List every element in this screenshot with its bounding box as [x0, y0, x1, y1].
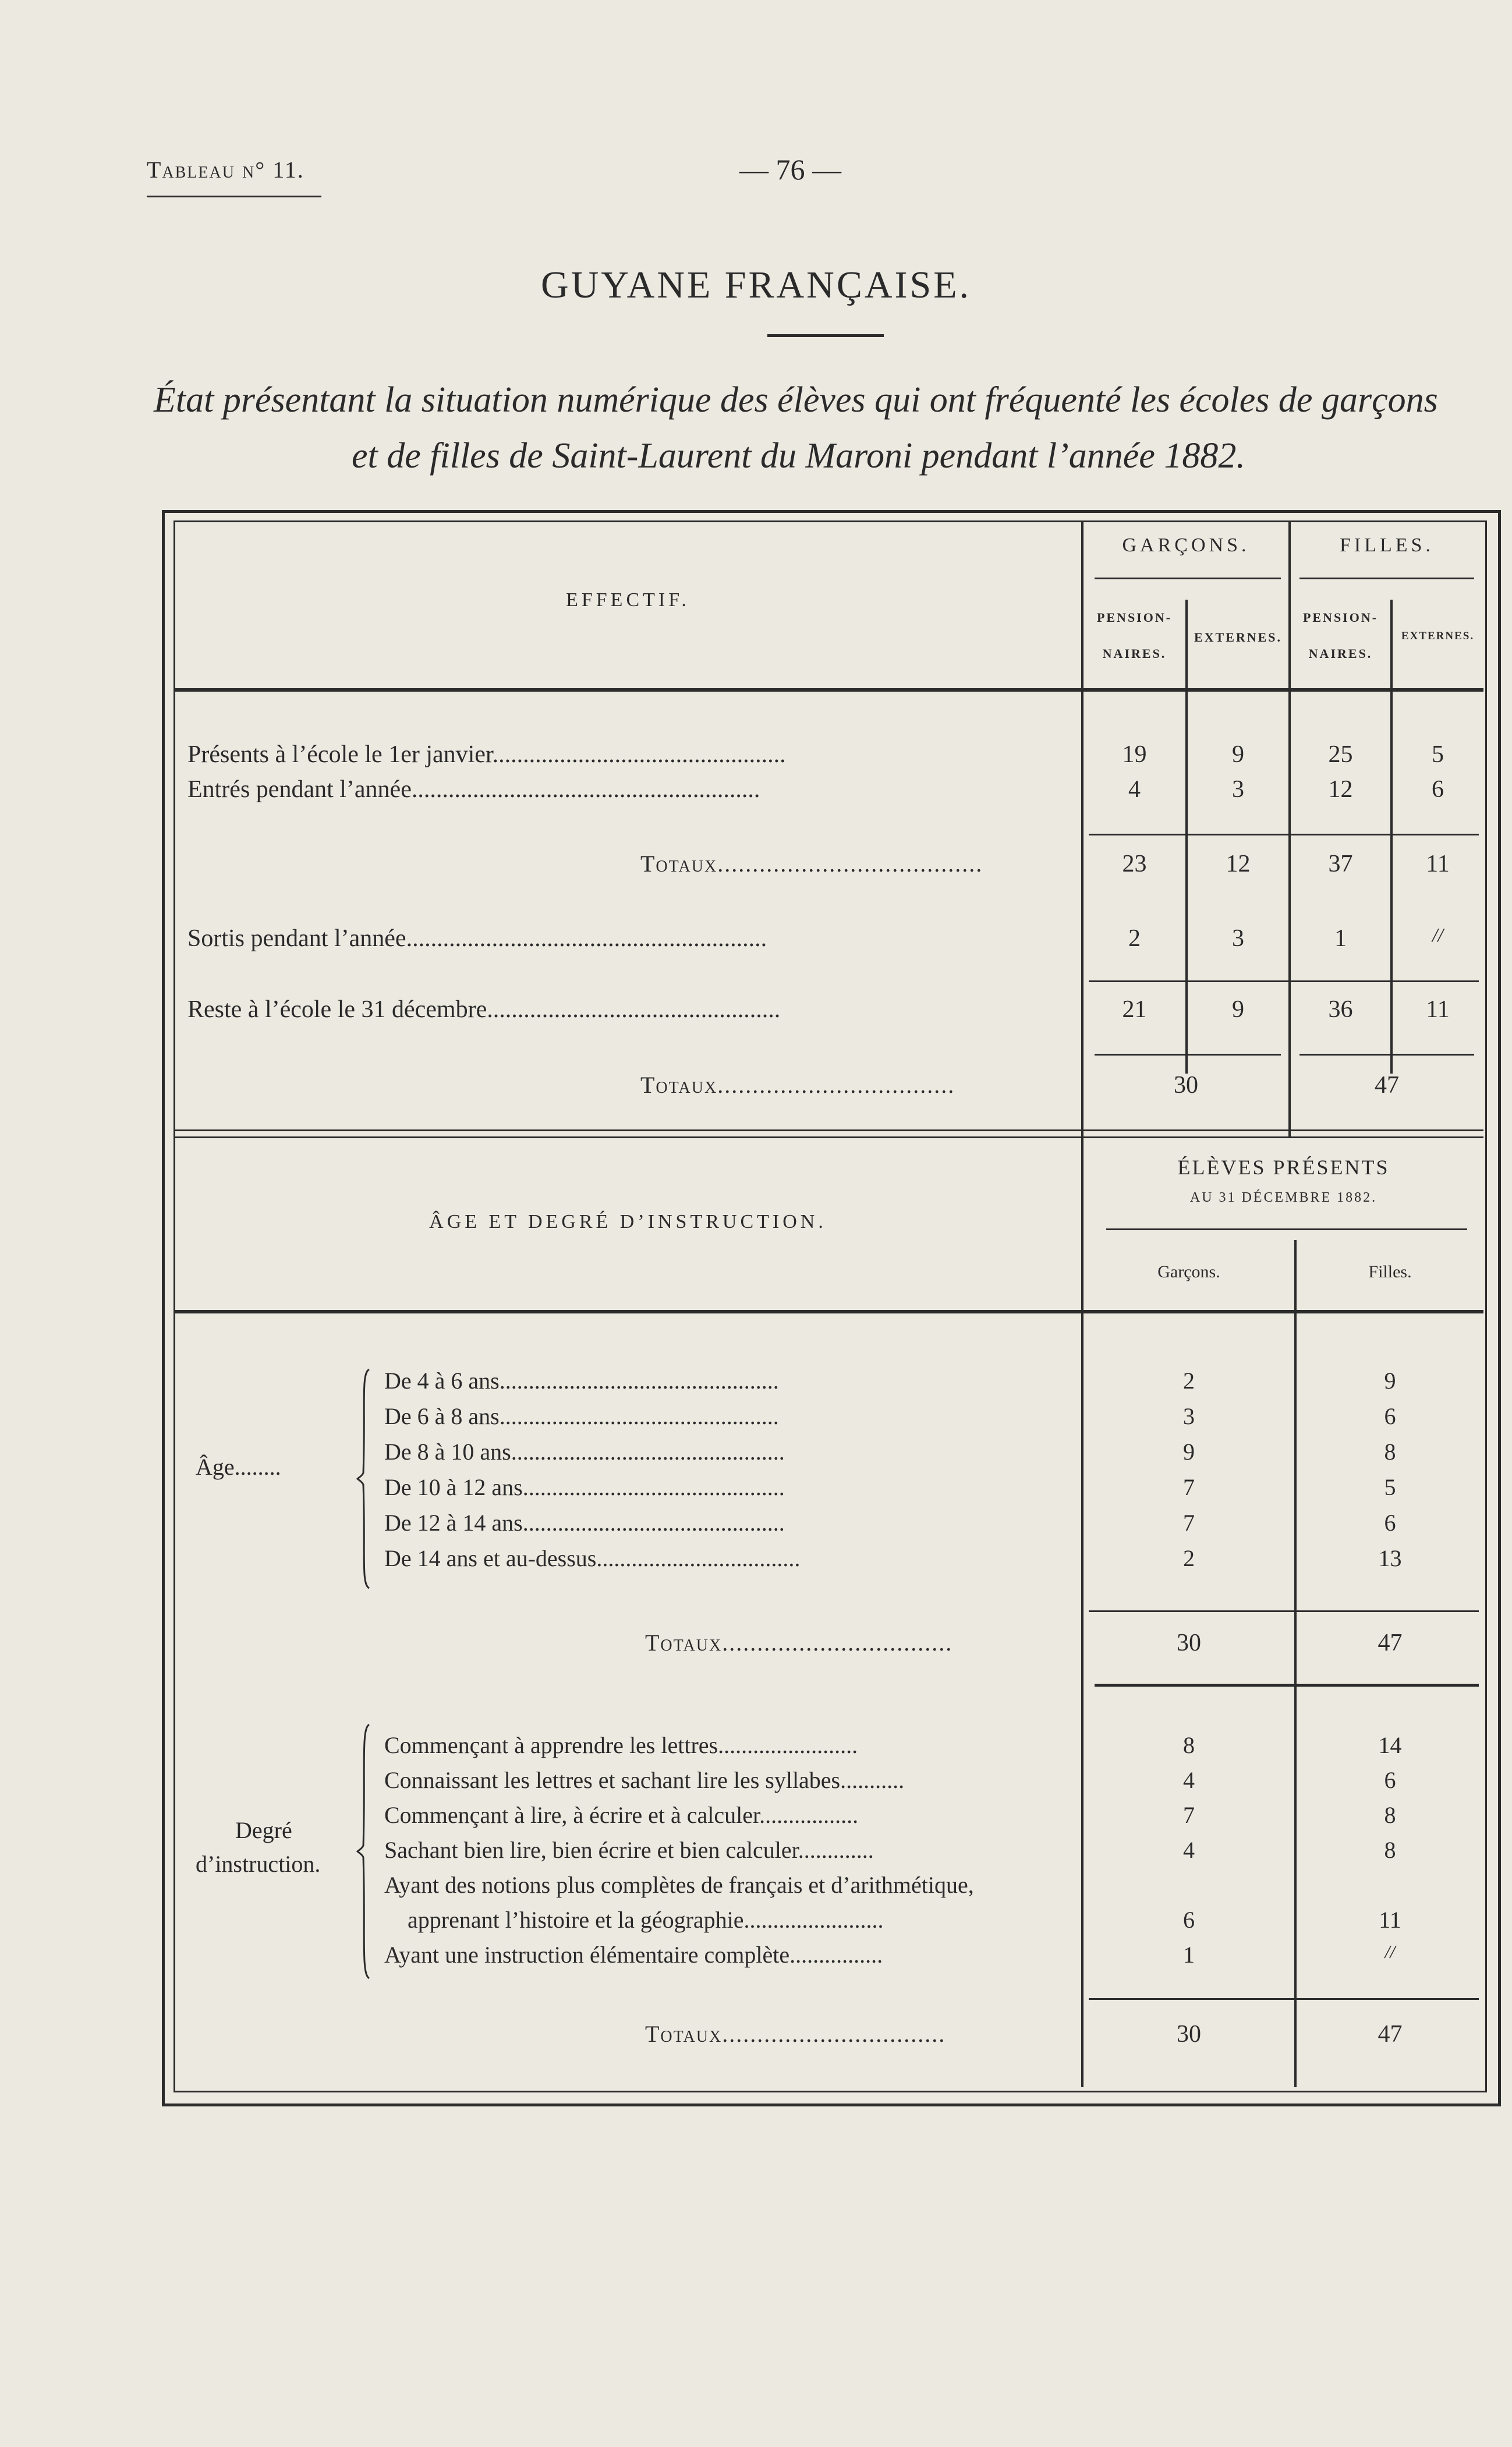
totaux2-row [640, 1071, 955, 1099]
degre-row [384, 1801, 858, 1829]
degre-row-label: apprenant l’histoire et la géographie [408, 1907, 744, 1933]
degre-row-dots: ........... [840, 1767, 905, 1793]
garcons-brace [1095, 578, 1281, 579]
totaux2-brace-g [1095, 1054, 1281, 1056]
page-title: GUYANE FRANÇAISE. [540, 264, 972, 306]
age-totaux-row [645, 1629, 952, 1656]
age-row-garcons: 9 [1183, 1439, 1195, 1465]
degre-row [408, 1906, 884, 1933]
age-degre-heading: ÂGE ET DEGRÉ D’INSTRUCTION. [429, 1211, 827, 1233]
age-row-dots: ............................................. [522, 1510, 785, 1536]
age-row-label: De 10 à 12 ans [384, 1474, 523, 1500]
row-sortis [187, 925, 767, 952]
presents-pg: 19 [1122, 741, 1147, 768]
reste-pf: 36 [1328, 996, 1353, 1023]
eleves-presents-heading: ÉLÈVES PRÉSENTS [1177, 1156, 1390, 1179]
row-sortis-label: Sortis pendant l’année [187, 925, 406, 952]
col-garcons-heading: Garçons. [1157, 1262, 1220, 1281]
age-row-dots: ............................................. [522, 1474, 785, 1500]
presents-eg: 9 [1232, 741, 1244, 768]
header-rule-2 [175, 1310, 1483, 1313]
age-totaux-f: 47 [1378, 1630, 1403, 1656]
age-totaux-g: 30 [1177, 1630, 1201, 1656]
totaux1-label: Totaux [640, 851, 718, 877]
age-row-garcons: 2 [1183, 1368, 1195, 1394]
age-row [384, 1367, 779, 1394]
age-totaux-rule-2 [1095, 1684, 1479, 1687]
age-row-label: De 14 ans et au-dessus [384, 1545, 597, 1571]
degre-row-label: Commençant à lire, à écrire et à calculer [384, 1802, 760, 1828]
totaux1-ef: 11 [1426, 851, 1450, 877]
totaux1-dots: ...................................... [717, 851, 983, 877]
row-presents [187, 741, 786, 769]
externes-g: EXTERNES. [1194, 630, 1283, 644]
filles-brace [1299, 578, 1474, 579]
subtitle-line-2: et de filles de Saint-Laurent du Maroni pendant l’année 1882. [352, 436, 1245, 476]
effectif-heading: EFFECTIF. [566, 589, 690, 611]
row-reste-label: Reste à l’école le 31 décembre [187, 996, 487, 1023]
totaux2-brace-f [1299, 1054, 1474, 1056]
section-divider [175, 1129, 1483, 1131]
sortis-pf: 1 [1334, 925, 1347, 952]
degre-totaux-dots: ................................ [722, 2021, 946, 2047]
entres-pg: 4 [1128, 776, 1141, 803]
age-group-label: Âge........ [196, 1454, 281, 1480]
degre-row-label: Ayant des notions plus complètes de français et d’arithmétique, [384, 1872, 974, 1898]
age-row-dots: ............................................... [511, 1439, 785, 1465]
row-entres-dots: ......................................................... [411, 776, 760, 803]
row-sortis-dots: ........................................................... [406, 925, 767, 952]
totaux2-label: Totaux [640, 1072, 718, 1098]
totaux1-eg: 12 [1226, 851, 1251, 877]
degre-totaux-rule [1089, 1998, 1479, 2000]
subtitle-line-1: État présentant la situation numérique des élèves qui ont fréquenté les écoles de garçons [154, 380, 1438, 420]
age-row-label: De 8 à 10 ans [384, 1439, 511, 1465]
age-totaux-dots: ................................. [722, 1630, 953, 1656]
row-presents-label: Présents à l’école le 1er janvier [187, 741, 493, 768]
age-row-label: De 4 à 6 ans [384, 1368, 500, 1394]
degre-row-garcons: 1 [1183, 1942, 1195, 1968]
pensionnaires-g-1: PENSION- [1096, 610, 1173, 625]
age-totaux-rule [1089, 1610, 1479, 1612]
age-row-label: De 12 à 14 ans [384, 1510, 523, 1536]
age-row [384, 1438, 785, 1465]
reste-eg: 9 [1232, 996, 1244, 1023]
degre-row-garcons: 4 [1183, 1767, 1195, 1793]
col-filles-heading: Filles. [1368, 1262, 1412, 1281]
page-number: — 76 — [739, 153, 841, 186]
reste-rule [1089, 980, 1479, 982]
age-row-garcons: 7 [1183, 1510, 1195, 1536]
age-row [384, 1403, 779, 1430]
degre-row-label: Connaissant les lettres et sachant lire les syllabes [384, 1767, 841, 1793]
degre-row-filles: 6 [1384, 1767, 1396, 1793]
totaux1-pg: 23 [1122, 851, 1147, 877]
row-entres [187, 775, 760, 803]
row-entres-label: Entrés pendant l’année [187, 776, 412, 803]
age-row-filles: 6 [1384, 1403, 1396, 1429]
degre-row [384, 1731, 858, 1759]
title-rule [767, 334, 884, 337]
age-row-filles: 8 [1384, 1439, 1396, 1465]
age-row-label: De 6 à 8 ans [384, 1403, 500, 1429]
degre-row-dots: ........................ [718, 1732, 858, 1758]
age-row [384, 1545, 800, 1572]
degre-row [384, 1941, 883, 1968]
age-row-garcons: 7 [1183, 1474, 1195, 1500]
date-heading: AU 31 DÉCEMBRE 1882. [1189, 1190, 1378, 1205]
age-row-filles: 9 [1384, 1368, 1396, 1394]
degre-row [384, 1871, 974, 1899]
entres-ef: 6 [1432, 776, 1444, 803]
degre-row [384, 1836, 874, 1864]
pensionnaires-f-2: NAIRES. [1308, 646, 1373, 661]
tableau-label: Tableau n° 11. [147, 157, 304, 183]
tableau-underline [147, 196, 321, 197]
degre-row-dots: ................ [789, 1942, 883, 1968]
age-row-filles: 5 [1384, 1474, 1396, 1500]
entres-pf: 12 [1328, 776, 1353, 803]
degre-row [384, 1766, 904, 1794]
age-row-garcons: 3 [1183, 1403, 1195, 1429]
filles-heading: FILLES. [1340, 534, 1434, 556]
degre-row-garcons: 4 [1183, 1837, 1195, 1863]
degre-brace [356, 1723, 374, 1979]
sortis-pg: 2 [1128, 925, 1141, 952]
eleves-brace [1106, 1228, 1467, 1230]
age-row-filles: 13 [1378, 1545, 1402, 1571]
reste-pg: 21 [1122, 996, 1147, 1023]
garcons-heading: GARÇONS. [1122, 534, 1250, 556]
row-reste-dots: ................................................ [487, 996, 781, 1023]
degre-row-garcons: 6 [1183, 1907, 1195, 1933]
header-rule-1 [175, 688, 1483, 692]
totaux1-pf: 37 [1328, 851, 1353, 877]
totaux2-filles: 47 [1375, 1072, 1399, 1099]
age-row-dots: ................................................ [499, 1368, 779, 1394]
sortis-eg: 3 [1232, 925, 1244, 952]
degre-row-label: Commençant à apprendre les lettres [384, 1732, 718, 1758]
degre-row-dots: ............. [798, 1837, 874, 1863]
totaux1-rule [1089, 834, 1479, 835]
totaux2-dots: .................................. [717, 1072, 955, 1098]
age-totaux-label: Totaux [645, 1630, 723, 1656]
degre-row-label: Ayant une instruction élémentaire complète [384, 1942, 790, 1968]
degre-totaux-row [645, 2020, 946, 2048]
externes-f: EXTERNES. [1401, 630, 1475, 642]
degre-row-filles: 11 [1379, 1907, 1401, 1933]
degre-row-filles: 8 [1384, 1802, 1396, 1828]
degre-label-2: d’instruction. [196, 1851, 321, 1877]
age-row-garcons: 2 [1183, 1545, 1195, 1571]
degre-row-filles: 8 [1384, 1837, 1396, 1863]
age-row-filles: 6 [1384, 1510, 1396, 1536]
degre-label-1: Degré [235, 1817, 292, 1843]
presents-ef: 5 [1432, 741, 1444, 768]
degre-totaux-label: Totaux [645, 2021, 723, 2047]
totaux2-garcons: 30 [1174, 1072, 1198, 1099]
row-presents-dots: ................................................ [492, 741, 786, 768]
degre-totaux-g: 30 [1177, 2021, 1201, 2048]
age-row [384, 1474, 785, 1501]
sortis-ef: // [1432, 925, 1443, 946]
degre-row-garcons: 8 [1183, 1732, 1195, 1758]
degre-totaux-f: 47 [1378, 2021, 1403, 2048]
degre-row-garcons: 7 [1183, 1802, 1195, 1828]
pensionnaires-f-1: PENSION- [1302, 610, 1379, 625]
entres-eg: 3 [1232, 776, 1244, 803]
degre-row-filles: // [1384, 1941, 1396, 1962]
age-row [384, 1509, 785, 1536]
degre-row-filles: 14 [1378, 1732, 1402, 1758]
degre-row-dots: ................. [759, 1802, 859, 1828]
age-row-dots: ................................... [596, 1545, 801, 1571]
reste-ef: 11 [1426, 996, 1450, 1023]
section-divider-2 [175, 1136, 1483, 1138]
presents-pf: 25 [1328, 741, 1353, 768]
age-row-dots: ................................................ [499, 1403, 779, 1429]
totaux1-row [640, 850, 983, 877]
row-reste [187, 996, 780, 1024]
degre-row-label: Sachant bien lire, bien écrire et bien calculer [384, 1837, 798, 1863]
pensionnaires-g-2: NAIRES. [1102, 646, 1167, 661]
age-brace [356, 1368, 374, 1589]
degre-row-dots: ........................ [743, 1907, 884, 1933]
